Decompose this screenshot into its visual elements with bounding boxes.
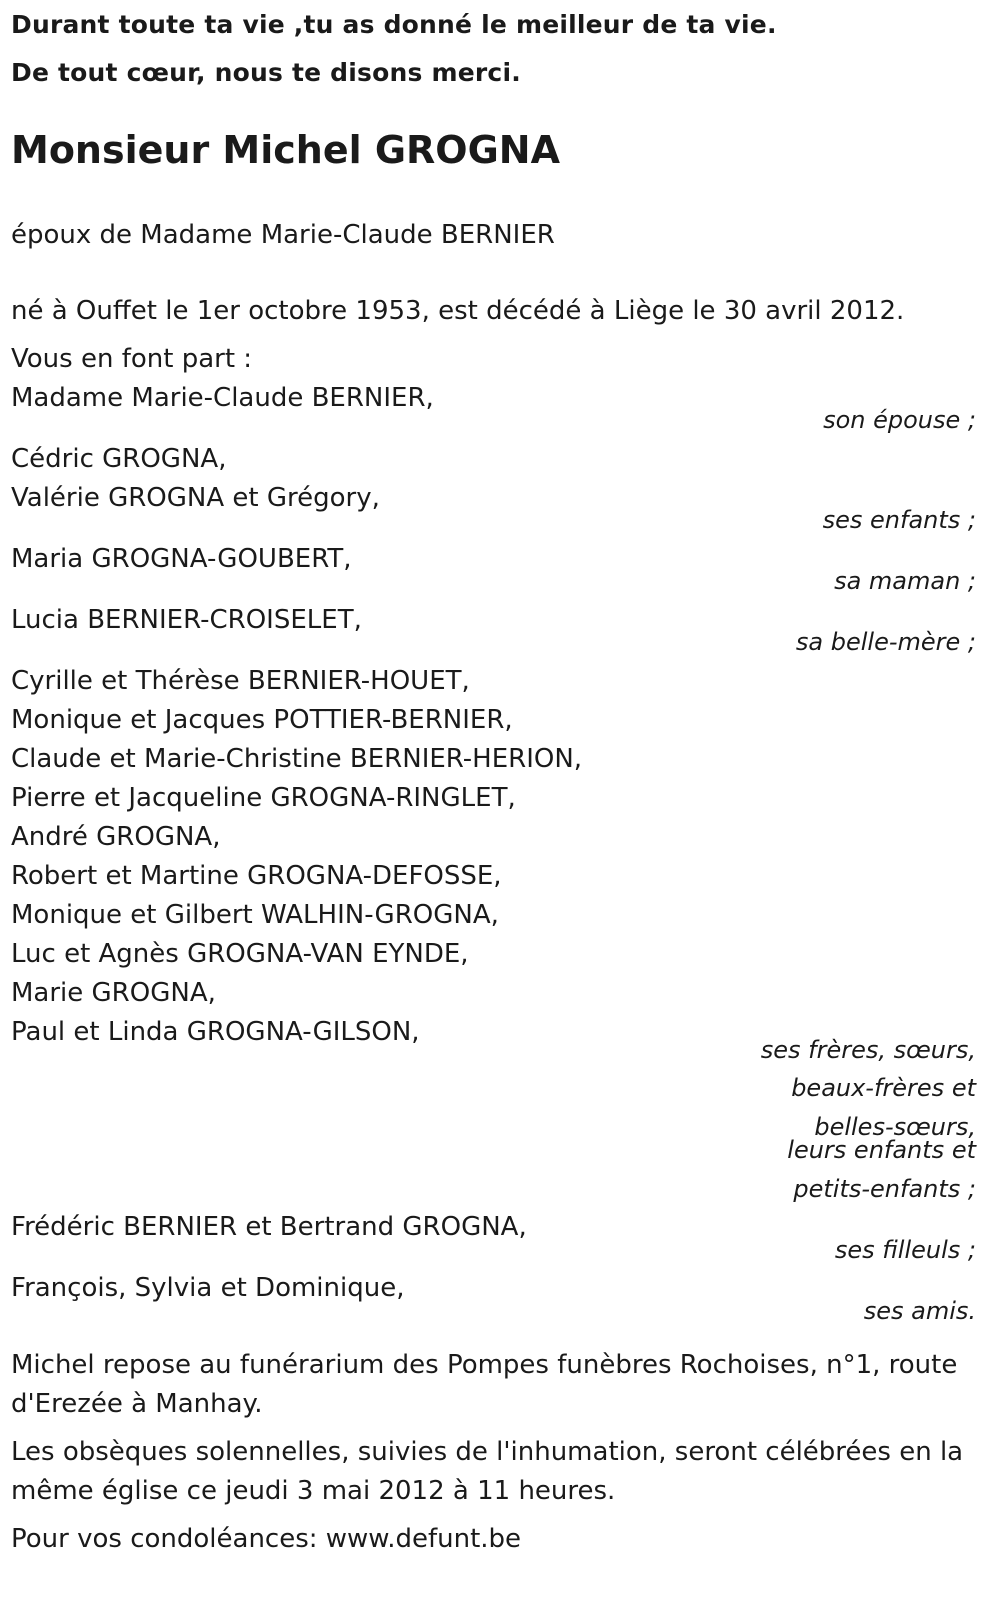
relation-label: leurs enfants et — [787, 1136, 976, 1164]
family-name: Claude et Marie-Christine BERNIER-HERION, — [11, 744, 583, 774]
family-name: Frédéric BERNIER et Bertrand GROGNA, — [11, 1212, 527, 1242]
condolences-line: Pour vos condoléances: www.defunt.be — [11, 1524, 522, 1554]
relation-label: petits-enfants ; — [793, 1175, 976, 1203]
funeral-line-2: même église ce jeudi 3 mai 2012 à 11 heures. — [11, 1476, 616, 1506]
announcement-intro: Vous en font part : — [11, 344, 253, 374]
relation-label: ses filleuls ; — [834, 1236, 976, 1264]
family-name: Maria GROGNA-GOUBERT, — [11, 544, 352, 574]
family-name: Marie GROGNA, — [11, 978, 216, 1008]
relation-label: belles-sœurs, — [814, 1113, 976, 1141]
epigraph-line-1: Durant toute ta vie ,tu as donné le meilleur de ta vie. — [11, 10, 777, 39]
family-name: Luc et Agnès GROGNA-VAN EYNDE, — [11, 939, 469, 969]
family-name: Cyrille et Thérèse BERNIER-HOUET, — [11, 666, 470, 696]
family-name: Paul et Linda GROGNA-GILSON, — [11, 1017, 420, 1047]
funeral-line-1: Les obsèques solennelles, suivies de l'inhumation, seront célébrées en la — [11, 1437, 964, 1467]
family-name: Monique et Jacques POTTIER-BERNIER, — [11, 705, 513, 735]
repose-line-2: d'Erezée à Manhay. — [11, 1389, 263, 1419]
family-name: Robert et Martine GROGNA-DEFOSSE, — [11, 861, 502, 891]
relation-label: sa maman ; — [834, 567, 976, 595]
family-name: François, Sylvia et Dominique, — [11, 1273, 405, 1303]
deceased-name: Monsieur Michel GROGNA — [11, 128, 561, 172]
family-name: André GROGNA, — [11, 822, 221, 852]
relation-label: sa belle-mère ; — [795, 628, 976, 656]
repose-line-1: Michel repose au funérarium des Pompes funèbres Rochoises, n°1, route — [11, 1350, 958, 1380]
relation-label: son épouse ; — [823, 406, 976, 434]
spouse-line: époux de Madame Marie-Claude BERNIER — [11, 220, 555, 250]
relation-label: beaux-frères et — [791, 1074, 976, 1102]
epigraph-line-2: De tout cœur, nous te disons merci. — [11, 58, 521, 87]
relation-label: ses amis. — [863, 1297, 976, 1325]
family-name: Madame Marie-Claude BERNIER, — [11, 383, 434, 413]
family-name: Valérie GROGNA et Grégory, — [11, 483, 380, 513]
family-name: Monique et Gilbert WALHIN-GROGNA, — [11, 900, 499, 930]
relation-label: ses frères, sœurs, — [760, 1036, 976, 1064]
family-name: Pierre et Jacqueline GROGNA-RINGLET, — [11, 783, 516, 813]
birth-death-line: né à Ouffet le 1er octobre 1953, est décédé à Liège le 30 avril 2012. — [11, 296, 905, 326]
family-name: Lucia BERNIER-CROISELET, — [11, 605, 362, 635]
relation-label: ses enfants ; — [822, 506, 976, 534]
family-name: Cédric GROGNA, — [11, 444, 227, 474]
